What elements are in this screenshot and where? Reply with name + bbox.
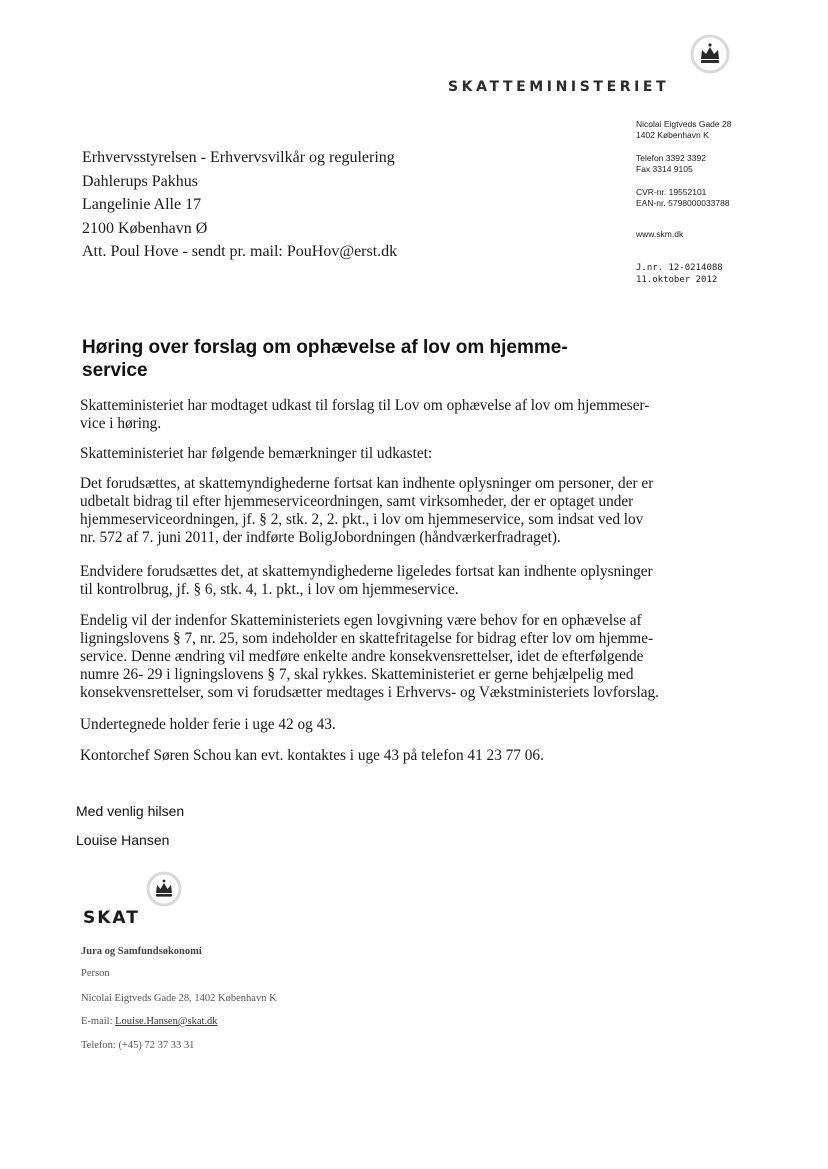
paragraph-line: konsekvensrettelser, som vi forudsætter medtages i Erhvervs- og Vækstministeriets lovforslag. [80,684,660,701]
sender-address [636,119,731,141]
paragraph-line: Skatteministeriet har modtaget udkast til forslag til Lov om ophævelse af lov om hjemmeser- [80,397,650,414]
paragraph-line: Endelig vil der indenfor Skatteministeriets egen lovgivning være behov for en ophævelse af [80,612,642,629]
paragraph-6 [80,716,680,734]
email-link[interactable]: Louise.Hansen@skat.dk [115,1016,218,1027]
recipient-line: Erhvervsstyrelsen - Erhvervsvilkår og regulering [82,149,395,166]
sender-address-line: 1402 København K [636,130,709,140]
sender-address-line: Nicolai Eigtveds Gade 28 [636,119,732,129]
sender-website: www.skm.dk [636,229,684,239]
crown-logo-icon [690,34,730,74]
sender-ids [636,187,730,209]
signer-name: Louise Hansen [76,832,170,848]
paragraph-line: Det forudsættes, at skattemyndighederne fortsat kan indhente oplysninger om personer, der er [80,475,654,492]
closing-greeting: Med venlig hilsen [76,803,185,819]
skat-wordmark: SKAT [83,908,140,928]
paragraph-line: udbetalt bidrag til efter hjemmeserviceordningen, samt virksomheder, der er optaget under [80,493,634,510]
paragraph-7 [80,747,680,765]
paragraph-line: Kontorchef Søren Schou kan evt. kontaktes i uge 43 på telefon 41 23 77 06. [80,747,544,764]
email-label: E-mail: [81,1016,116,1027]
recipient-line: 2100 København Ø [82,219,208,237]
sender-cvr-line: CVR-nr. 19552101 [636,187,707,197]
footer-email [81,1016,218,1027]
paragraph-line: Endvidere forudsættes det, at skattemyndighederne ligeledes fortsat kan indhente oplysninger [80,563,653,580]
journal-and-date [636,262,723,286]
recipient-line: Att. Poul Hove - sendt pr. mail: PouHov@erst.dk [82,243,398,260]
footer-phone: Telefon: (+45) 72 37 33 31 [81,1040,195,1051]
journal-number: J.nr. 12-0214088 [636,263,723,273]
footer-address: Nicolai Eigtveds Gade 28, 1402 København K [81,993,277,1004]
sender-ean-line: EAN-nr. 5798000033788 [636,198,730,208]
paragraph-4 [80,563,680,599]
signer-role: Person [81,968,110,979]
department-name: Jura og Samfundsøkonomi [81,946,202,957]
ministry-wordmark: SKATTEMINISTERIET [448,79,670,95]
paragraph-3 [80,475,680,547]
paragraph-line: Undertegnede holder ferie i uge 42 og 43. [80,716,336,733]
recipient-line: Langelinie Alle 17 [82,196,202,213]
paragraph-line: service. Denne ændring vil medføre enkelte andre konsekvensrettelser, idet de efterfølgende [80,648,644,665]
paragraph-line: ligningslovens § 7, nr. 25, som indeholder en skattefritagelse for bidrag efter lov om hjemme- [80,630,654,647]
paragraph-2 [80,445,680,463]
paragraph-5 [80,612,680,702]
paragraph-line: til kontrolbrug, jf. § 6, stk. 4, 1. pkt., i lov om hjemmeservice. [80,581,459,598]
sender-fax-line: Fax 3314 9105 [636,164,693,174]
paragraph-line: Skatteministeriet har følgende bemærkninger til udkastet: [80,445,433,462]
paragraph-line: vice i høring. [80,415,162,432]
paragraph-line: nr. 572 af 7. juni 2011, der indførte BoligJobordningen (håndværkerfradraget). [80,529,561,546]
letter-title [82,336,642,382]
paragraph-line: numre 26- 29 i ligningslovens § 7, skal rykkes. Skatteministeriet er gerne behjælpelig med [80,666,634,683]
title-line: service [82,360,148,381]
sender-phone [636,153,706,175]
letter-date: 11.oktober 2012 [636,275,718,285]
recipient-line: Dahlerups Pakhus [82,172,198,190]
sender-phone-line: Telefon 3392 3392 [636,153,706,163]
title-line: Høring over forslag om ophævelse af lov om hjemme- [82,337,568,358]
paragraph-line: hjemmeserviceordningen, jf. § 2, stk. 2, 2. pkt., i lov om hjemmeservice, som indsat ved lov [80,511,644,528]
recipient-address [82,146,397,264]
skat-crown-logo-icon [146,871,182,907]
paragraph-1 [80,397,680,433]
